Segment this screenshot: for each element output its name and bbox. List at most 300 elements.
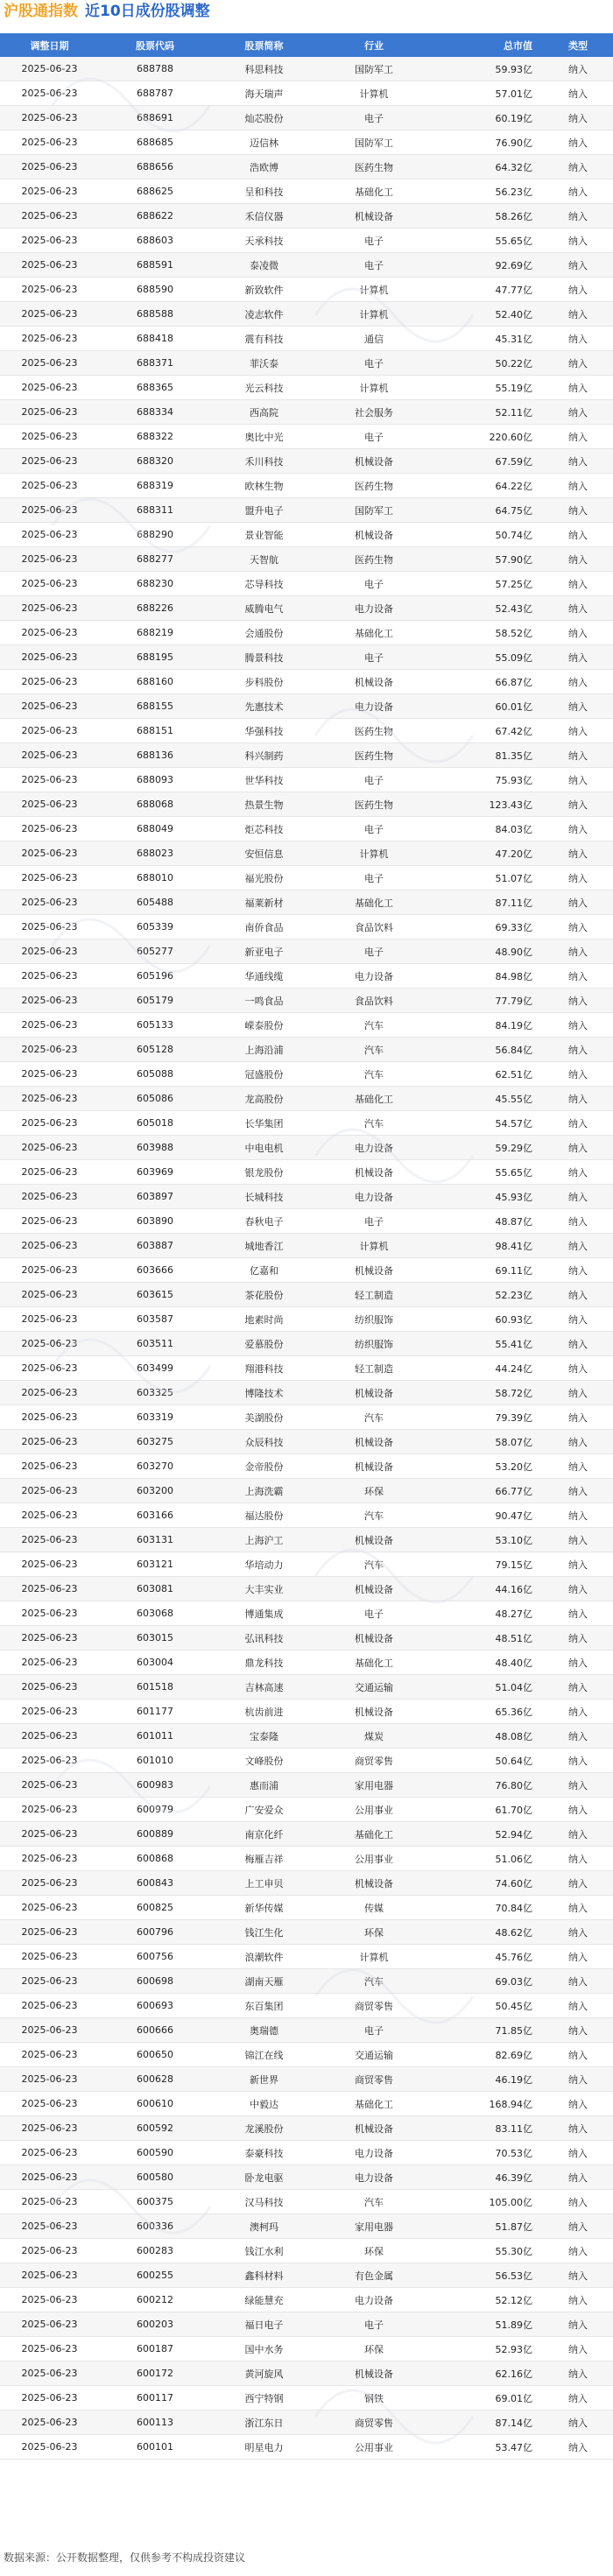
cell-market-cap: 79.39亿 <box>431 1405 543 1430</box>
cell-code: 600172 <box>99 2361 211 2386</box>
table-row <box>0 1038 613 1062</box>
cell-market-cap: 48.87亿 <box>431 1209 543 1234</box>
cell-type: 纳入 <box>543 2312 613 2337</box>
cell-industry: 汽车 <box>317 2190 431 2214</box>
cell-industry: 电子 <box>317 425 431 449</box>
table-row <box>0 1969 613 1994</box>
cell-industry: 电力设备 <box>317 1185 431 1209</box>
cell-name: 锦江在线 <box>211 2043 317 2067</box>
cell-industry: 轻工制造 <box>317 1283 431 1307</box>
cell-date: 2025-06-23 <box>0 670 99 694</box>
cell-date: 2025-06-23 <box>0 1405 99 1430</box>
cell-industry: 计算机 <box>317 376 431 400</box>
cell-code: 605277 <box>99 940 211 964</box>
cell-type: 纳入 <box>543 743 613 768</box>
cell-type: 纳入 <box>543 106 613 130</box>
cell-date: 2025-06-23 <box>0 449 99 474</box>
cell-market-cap: 52.40亿 <box>431 302 543 327</box>
cell-market-cap: 51.89亿 <box>431 2312 543 2337</box>
cell-name: 西宁特钢 <box>211 2386 317 2411</box>
table-row <box>0 327 613 351</box>
cell-market-cap: 48.62亿 <box>431 1920 543 1945</box>
cell-type: 纳入 <box>543 596 613 621</box>
table-row <box>0 1430 613 1454</box>
cell-market-cap: 52.93亿 <box>431 2337 543 2361</box>
cell-date: 2025-06-23 <box>0 1283 99 1307</box>
cell-date: 2025-06-23 <box>0 915 99 940</box>
cell-market-cap: 58.26亿 <box>431 204 543 229</box>
table-row <box>0 1724 613 1749</box>
cell-code: 605339 <box>99 915 211 940</box>
table-row <box>0 1307 613 1332</box>
cell-date: 2025-06-23 <box>0 302 99 327</box>
table-row <box>0 694 613 719</box>
cell-type: 纳入 <box>543 2165 613 2190</box>
cell-code: 688219 <box>99 621 211 645</box>
cell-type: 纳入 <box>543 1700 613 1724</box>
cell-type: 纳入 <box>543 2411 613 2435</box>
page-title <box>0 0 210 23</box>
table-row <box>0 1454 613 1479</box>
cell-type: 纳入 <box>543 400 613 425</box>
cell-market-cap: 82.69亿 <box>431 2043 543 2067</box>
cell-date: 2025-06-23 <box>0 1994 99 2018</box>
cell-code: 688277 <box>99 547 211 572</box>
cell-industry: 基础化工 <box>317 621 431 645</box>
cell-date: 2025-06-23 <box>0 1724 99 1749</box>
cell-industry: 计算机 <box>317 81 431 106</box>
cell-name: 会通股份 <box>211 621 317 645</box>
cell-type: 纳入 <box>543 498 613 523</box>
table-row <box>0 817 613 841</box>
table-row <box>0 2361 613 2386</box>
cell-market-cap: 57.25亿 <box>431 572 543 596</box>
cell-market-cap: 52.94亿 <box>431 1822 543 1847</box>
cell-industry: 计算机 <box>317 278 431 302</box>
table-row <box>0 1013 613 1038</box>
cell-market-cap: 77.79亿 <box>431 989 543 1013</box>
table-row <box>0 1822 613 1847</box>
cell-date: 2025-06-23 <box>0 768 99 792</box>
cell-code: 688319 <box>99 474 211 498</box>
table-row <box>0 2092 613 2116</box>
cell-date: 2025-06-23 <box>0 2067 99 2092</box>
table-row <box>0 351 613 376</box>
cell-type: 纳入 <box>543 1822 613 1847</box>
cell-date: 2025-06-23 <box>0 1038 99 1062</box>
cell-code: 688603 <box>99 229 211 253</box>
cell-name: 南侨食品 <box>211 915 317 940</box>
cell-type: 纳入 <box>543 1969 613 1994</box>
table-row <box>0 1994 613 2018</box>
cell-type: 纳入 <box>543 1650 613 1675</box>
cell-code: 603988 <box>99 1136 211 1160</box>
cell-name: 长华集团 <box>211 1111 317 1136</box>
cell-code: 603015 <box>99 1626 211 1650</box>
cell-market-cap: 69.01亿 <box>431 2386 543 2411</box>
cell-name: 天承科技 <box>211 229 317 253</box>
cell-industry: 电力设备 <box>317 2165 431 2190</box>
cell-code: 600650 <box>99 2043 211 2067</box>
cell-date: 2025-06-23 <box>0 327 99 351</box>
cell-name: 钱江生化 <box>211 1920 317 1945</box>
cell-industry: 机械设备 <box>317 1871 431 1896</box>
table-row <box>0 645 613 670</box>
cell-date: 2025-06-23 <box>0 1773 99 1798</box>
cell-code: 603969 <box>99 1160 211 1185</box>
cell-code: 600375 <box>99 2190 211 2214</box>
cell-date: 2025-06-23 <box>0 1307 99 1332</box>
cell-name: 中毅达 <box>211 2092 317 2116</box>
table-row <box>0 1945 613 1969</box>
cell-industry: 电力设备 <box>317 2141 431 2165</box>
cell-market-cap: 55.41亿 <box>431 1332 543 1356</box>
cell-code: 688136 <box>99 743 211 768</box>
cell-market-cap: 83.11亿 <box>431 2116 543 2141</box>
cell-date: 2025-06-23 <box>0 1087 99 1111</box>
table-row <box>0 1601 613 1626</box>
cell-industry: 机械设备 <box>317 449 431 474</box>
cell-market-cap: 71.85亿 <box>431 2018 543 2043</box>
cell-name: 芯导科技 <box>211 572 317 596</box>
cell-industry: 煤炭 <box>317 1724 431 1749</box>
cell-code: 688334 <box>99 400 211 425</box>
cell-code: 603275 <box>99 1430 211 1454</box>
cell-type: 纳入 <box>543 2043 613 2067</box>
cell-industry: 基础化工 <box>317 890 431 915</box>
table-row <box>0 2435 613 2460</box>
cell-industry: 汽车 <box>317 1405 431 1430</box>
cell-code: 600628 <box>99 2067 211 2092</box>
cell-name: 茶花股份 <box>211 1283 317 1307</box>
cell-name: 弘讯科技 <box>211 1626 317 1650</box>
cell-type: 纳入 <box>543 1430 613 1454</box>
cell-name: 冠盛股份 <box>211 1062 317 1087</box>
cell-market-cap: 53.10亿 <box>431 1528 543 1552</box>
cell-code: 688290 <box>99 523 211 547</box>
cell-industry: 环保 <box>317 2337 431 2361</box>
cell-date: 2025-06-23 <box>0 81 99 106</box>
cell-name: 上海沪工 <box>211 1528 317 1552</box>
cell-date: 2025-06-23 <box>0 1062 99 1087</box>
cell-market-cap: 48.51亿 <box>431 1626 543 1650</box>
cell-type: 纳入 <box>543 351 613 376</box>
cell-market-cap: 79.15亿 <box>431 1552 543 1577</box>
cell-industry: 机械设备 <box>317 670 431 694</box>
cell-type: 纳入 <box>543 547 613 572</box>
cell-type: 纳入 <box>543 1381 613 1405</box>
cell-industry: 电子 <box>317 2312 431 2337</box>
cell-name: 步科股份 <box>211 670 317 694</box>
cell-code: 688588 <box>99 302 211 327</box>
cell-industry: 基础化工 <box>317 1650 431 1675</box>
cell-date: 2025-06-23 <box>0 1234 99 1258</box>
cell-code: 605196 <box>99 964 211 989</box>
cell-industry: 电力设备 <box>317 2288 431 2312</box>
cell-date: 2025-06-23 <box>0 425 99 449</box>
cell-date: 2025-06-23 <box>0 1871 99 1896</box>
cell-name: 福光股份 <box>211 866 317 890</box>
table-row <box>0 449 613 474</box>
cell-industry: 医药生物 <box>317 719 431 743</box>
table-row <box>0 940 613 964</box>
cell-date: 2025-06-23 <box>0 2411 99 2435</box>
table-row <box>0 1111 613 1136</box>
cell-market-cap: 60.93亿 <box>431 1307 543 1332</box>
cell-type: 纳入 <box>543 2018 613 2043</box>
cell-industry: 医药生物 <box>317 474 431 498</box>
cell-date: 2025-06-23 <box>0 2165 99 2190</box>
cell-code: 600666 <box>99 2018 211 2043</box>
cell-code: 603887 <box>99 1234 211 1258</box>
cell-type: 纳入 <box>543 1749 613 1773</box>
cell-industry: 机械设备 <box>317 2116 431 2141</box>
cell-name: 文峰股份 <box>211 1749 317 1773</box>
cell-code: 688625 <box>99 179 211 204</box>
cell-type: 纳入 <box>543 890 613 915</box>
cell-date: 2025-06-23 <box>0 155 99 179</box>
cell-market-cap: 48.40亿 <box>431 1650 543 1675</box>
cell-name: 浙江东日 <box>211 2411 317 2435</box>
cell-industry: 电力设备 <box>317 1136 431 1160</box>
cell-type: 纳入 <box>543 179 613 204</box>
cell-market-cap: 53.47亿 <box>431 2435 543 2460</box>
table-row <box>0 2190 613 2214</box>
cell-date: 2025-06-23 <box>0 621 99 645</box>
cell-code: 688010 <box>99 866 211 890</box>
cell-name: 禾川科技 <box>211 449 317 474</box>
cell-name: 梅雁吉祥 <box>211 1847 317 1871</box>
cell-date: 2025-06-23 <box>0 1430 99 1454</box>
cell-code: 600979 <box>99 1798 211 1822</box>
cell-type: 纳入 <box>543 621 613 645</box>
cell-name: 博隆技术 <box>211 1381 317 1405</box>
cell-name: 威腾电气 <box>211 596 317 621</box>
cell-date: 2025-06-23 <box>0 890 99 915</box>
cell-market-cap: 53.20亿 <box>431 1454 543 1479</box>
cell-date: 2025-06-23 <box>0 940 99 964</box>
cell-code: 600825 <box>99 1896 211 1920</box>
cell-date: 2025-06-23 <box>0 1528 99 1552</box>
cell-date: 2025-06-23 <box>0 1503 99 1528</box>
table-row <box>0 204 613 229</box>
table-row <box>0 1577 613 1601</box>
cell-date: 2025-06-23 <box>0 1013 99 1038</box>
cell-name: 南京化纤 <box>211 1822 317 1847</box>
col-header-market-cap: 总市值 <box>431 33 543 57</box>
cell-market-cap: 60.19亿 <box>431 106 543 130</box>
cell-type: 纳入 <box>543 1258 613 1283</box>
cell-market-cap: 69.11亿 <box>431 1258 543 1283</box>
cell-type: 纳入 <box>543 1356 613 1381</box>
cell-date: 2025-06-23 <box>0 2263 99 2288</box>
cell-code: 688788 <box>99 57 211 81</box>
cell-market-cap: 50.45亿 <box>431 1994 543 2018</box>
cell-date: 2025-06-23 <box>0 2386 99 2411</box>
cell-type: 纳入 <box>543 1160 613 1185</box>
cell-type: 纳入 <box>543 1528 613 1552</box>
cell-name: 广安爱众 <box>211 1798 317 1822</box>
cell-industry: 国防军工 <box>317 57 431 81</box>
cell-market-cap: 45.76亿 <box>431 1945 543 1969</box>
cell-name: 腾景科技 <box>211 645 317 670</box>
cell-industry: 通信 <box>317 327 431 351</box>
cell-name: 呈和科技 <box>211 179 317 204</box>
cell-name: 上工申贝 <box>211 1871 317 1896</box>
cell-market-cap: 57.90亿 <box>431 547 543 572</box>
cell-type: 纳入 <box>543 1626 613 1650</box>
cell-type: 纳入 <box>543 474 613 498</box>
cell-type: 纳入 <box>543 964 613 989</box>
table-row <box>0 1209 613 1234</box>
cell-name: 科思科技 <box>211 57 317 81</box>
table-row <box>0 474 613 498</box>
cell-date: 2025-06-23 <box>0 1822 99 1847</box>
cell-name: 浪潮软件 <box>211 1945 317 1969</box>
cell-type: 纳入 <box>543 327 613 351</box>
cell-name: 迈信林 <box>211 130 317 155</box>
cell-industry: 电子 <box>317 768 431 792</box>
cell-code: 605086 <box>99 1087 211 1111</box>
col-header-name: 股票简称 <box>211 33 317 57</box>
cell-industry: 计算机 <box>317 841 431 866</box>
col-header-type: 类型 <box>543 33 613 57</box>
cell-type: 纳入 <box>543 866 613 890</box>
cell-type: 纳入 <box>543 302 613 327</box>
cell-name: 龙高股份 <box>211 1087 317 1111</box>
cell-market-cap: 48.27亿 <box>431 1601 543 1626</box>
cell-type: 纳入 <box>543 1577 613 1601</box>
table-row <box>0 719 613 743</box>
cell-type: 纳入 <box>543 1209 613 1234</box>
cell-market-cap: 66.77亿 <box>431 1479 543 1503</box>
cell-code: 601011 <box>99 1724 211 1749</box>
cell-name: 安恒信息 <box>211 841 317 866</box>
cell-name: 西高院 <box>211 400 317 425</box>
cell-code: 688322 <box>99 425 211 449</box>
cell-industry: 汽车 <box>317 1111 431 1136</box>
cell-code: 688160 <box>99 670 211 694</box>
cell-industry: 纺织服饰 <box>317 1332 431 1356</box>
cell-date: 2025-06-23 <box>0 1258 99 1283</box>
cell-industry: 交通运输 <box>317 2043 431 2067</box>
table-body <box>0 57 613 2460</box>
cell-name: 吉林高速 <box>211 1675 317 1700</box>
cell-type: 纳入 <box>543 1503 613 1528</box>
table-row <box>0 1700 613 1724</box>
cell-date: 2025-06-23 <box>0 1700 99 1724</box>
cell-market-cap: 52.11亿 <box>431 400 543 425</box>
table-row <box>0 768 613 792</box>
cell-type: 纳入 <box>543 1307 613 1332</box>
cell-name: 鑫科材料 <box>211 2263 317 2288</box>
cell-code: 605133 <box>99 1013 211 1038</box>
cell-type: 纳入 <box>543 1945 613 1969</box>
cell-market-cap: 168.94亿 <box>431 2092 543 2116</box>
cell-code: 600796 <box>99 1920 211 1945</box>
cell-industry: 机械设备 <box>317 523 431 547</box>
cell-date: 2025-06-23 <box>0 376 99 400</box>
cell-market-cap: 81.35亿 <box>431 743 543 768</box>
cell-market-cap: 44.16亿 <box>431 1577 543 1601</box>
cell-name: 黄河旋风 <box>211 2361 317 2386</box>
cell-market-cap: 98.41亿 <box>431 1234 543 1258</box>
cell-name: 博通集成 <box>211 1601 317 1626</box>
cell-date: 2025-06-23 <box>0 1454 99 1479</box>
cell-market-cap: 87.11亿 <box>431 890 543 915</box>
cell-market-cap: 55.19亿 <box>431 376 543 400</box>
cell-code: 688622 <box>99 204 211 229</box>
table-row <box>0 1896 613 1920</box>
cell-name: 海天瑞声 <box>211 81 317 106</box>
cell-date: 2025-06-23 <box>0 2288 99 2312</box>
cell-date: 2025-06-23 <box>0 1675 99 1700</box>
cell-type: 纳入 <box>543 449 613 474</box>
cell-type: 纳入 <box>543 425 613 449</box>
constituent-adjustment-table <box>0 33 613 2460</box>
cell-type: 纳入 <box>543 2386 613 2411</box>
cell-type: 纳入 <box>543 155 613 179</box>
cell-name: 盟升电子 <box>211 498 317 523</box>
cell-market-cap: 55.30亿 <box>431 2239 543 2263</box>
table-row <box>0 179 613 204</box>
cell-code: 688311 <box>99 498 211 523</box>
table-row <box>0 1552 613 1577</box>
cell-market-cap: 56.84亿 <box>431 1038 543 1062</box>
col-header-date: 调整日期 <box>0 33 99 57</box>
cell-type: 纳入 <box>543 2214 613 2239</box>
col-header-code: 股票代码 <box>99 33 211 57</box>
table-row <box>0 1136 613 1160</box>
cell-type: 纳入 <box>543 572 613 596</box>
table-row <box>0 1185 613 1209</box>
cell-name: 禾信仪器 <box>211 204 317 229</box>
cell-type: 纳入 <box>543 1136 613 1160</box>
table-row <box>0 81 613 106</box>
cell-type: 纳入 <box>543 1332 613 1356</box>
cell-market-cap: 55.09亿 <box>431 645 543 670</box>
cell-industry: 电力设备 <box>317 964 431 989</box>
cell-code: 688151 <box>99 719 211 743</box>
table-row <box>0 890 613 915</box>
cell-industry: 电力设备 <box>317 694 431 719</box>
cell-industry: 计算机 <box>317 302 431 327</box>
cell-date: 2025-06-23 <box>0 1749 99 1773</box>
cell-market-cap: 76.90亿 <box>431 130 543 155</box>
cell-industry: 医药生物 <box>317 743 431 768</box>
cell-market-cap: 87.14亿 <box>431 2411 543 2435</box>
cell-type: 纳入 <box>543 376 613 400</box>
cell-date: 2025-06-23 <box>0 179 99 204</box>
cell-industry: 电子 <box>317 1601 431 1626</box>
cell-market-cap: 74.60亿 <box>431 1871 543 1896</box>
cell-date: 2025-06-23 <box>0 1185 99 1209</box>
table-row <box>0 1381 613 1405</box>
cell-date: 2025-06-23 <box>0 1552 99 1577</box>
cell-industry: 公用事业 <box>317 1847 431 1871</box>
cell-type: 纳入 <box>543 1601 613 1626</box>
cell-industry: 钢铁 <box>317 2386 431 2411</box>
table-row <box>0 498 613 523</box>
cell-date: 2025-06-23 <box>0 1160 99 1185</box>
cell-code: 688590 <box>99 278 211 302</box>
table-row <box>0 253 613 278</box>
cell-market-cap: 56.23亿 <box>431 179 543 204</box>
cell-code: 603890 <box>99 1209 211 1234</box>
table-row <box>0 1626 613 1650</box>
cell-type: 纳入 <box>543 768 613 792</box>
table-header-row <box>0 33 613 57</box>
